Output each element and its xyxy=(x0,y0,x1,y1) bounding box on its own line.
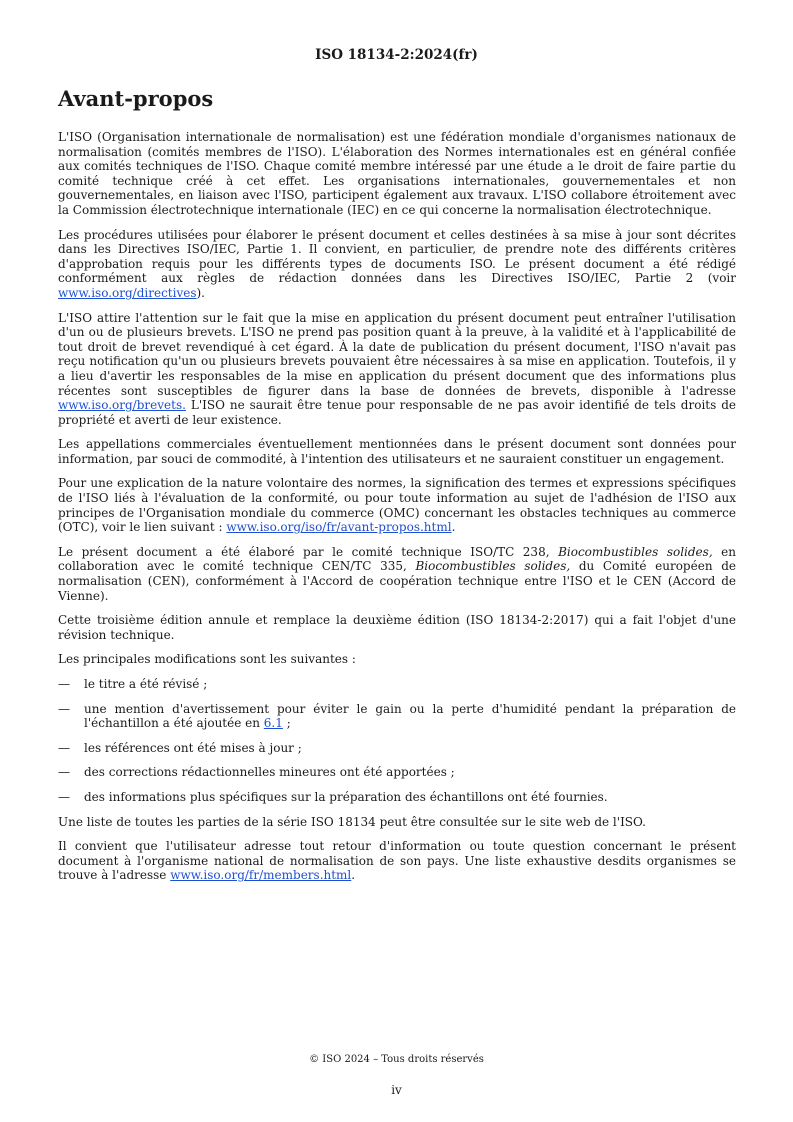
paragraph-feedback-text: Il convient que l'utilisateur adresse tout retour d'information ou toute question concernant le présent document à l'organisme national de normalisation de son pays. Une liste exhaustive desdits organismes se trouve à l'adresse xyxy=(58,839,736,883)
paragraph-trade-names: Les appellations commerciales éventuellement mentionnées dans le présent document sont données pour information, par souci de commodité, à l'intention des utilisateurs et ne sauraient constituer un engagement. xyxy=(58,437,736,466)
link-clause-6-1[interactable]: 6.1 xyxy=(263,716,283,731)
committee-text-c: du Comité européen de normalisation (CEN), conformément à l'Accord de coopération technique entre l'ISO et le CEN (Accord de Vienne). xyxy=(58,559,737,603)
link-directives[interactable]: www.iso.org/directives xyxy=(58,285,197,300)
paragraph-patents-text: L'ISO attire l'attention sur le fait que la mise en application du présent document peut entraîner l'utilisation d'un ou de plusieurs brevets. L'ISO ne prend pas position quant à la preuve, à la validité et à l'applicabilité de tout droit de brevet revendiqué à cet égard. À la date de publication du présent document, l'ISO n'avait pas reçu notification qu'un ou plusieurs brevets pouvaient être nécessaires à sa mise en application. Toutefois, il y a lieu d'avertir les responsables de la mise en application du présent document que des informations plus récentes sont susceptibles de figurer dans la base de données de brevets, disponible à l'adresse xyxy=(58,310,736,398)
change-references: les références ont été mises à jour ; xyxy=(84,740,302,755)
page-number: iv xyxy=(391,1083,402,1097)
list-dash: — xyxy=(58,677,70,691)
change-title: le titre a été révisé ; xyxy=(84,677,208,691)
paragraph-voluntary-nature xyxy=(58,476,736,534)
paragraph-voluntary-end: . xyxy=(451,520,456,535)
document-header: ISO 18134-2:2024(fr) xyxy=(315,47,478,63)
paragraph-feedback xyxy=(58,839,736,883)
paragraph-procedures xyxy=(58,228,736,301)
committee-text-b: en collaboration avec le comité technique CEN/TC 335, xyxy=(58,544,737,574)
list-dash: — xyxy=(58,789,70,804)
link-patents[interactable]: www.iso.org/brevets. xyxy=(58,398,186,413)
paragraph-patents-end: L'ISO ne saurait être tenue pour responsable de ne pas avoir identifié de tels droits de propriété et averti de leur existence. xyxy=(58,398,736,427)
committee-text-a: Le présent document a été élaboré par le comité technique ISO/TC 238, xyxy=(58,544,559,559)
link-foreword[interactable]: www.iso.org/iso/fr/avant-propos.html xyxy=(226,520,452,535)
committee-title-cen: Biocombustibles solides, xyxy=(415,559,571,574)
changes-list xyxy=(58,677,736,805)
change-sample-prep: des informations plus spécifiques sur la préparation des échantillons ont été fournies. xyxy=(84,789,608,804)
paragraph-iso-intro: L'ISO (Organisation internationale de normalisation) est une fédération mondiale d'organismes nationaux de normalisation (comités membres de l'ISO). L'élaboration des Normes internationales est en général confiée aux comités techniques de l'ISO. Chaque comité membre intéressé par une étude a le droit de faire partie du comité technique créé à cet effet. Les organisations internationales, gouvernementales et non gouvernementales, en liaison avec l'ISO, participent également aux travaux. L'ISO collabore étroitement avec la Commission électrotechnique internationale (IEC) en ce qui concerne la normalisation électrotechnique. xyxy=(58,130,736,217)
change-warning-end: ; xyxy=(282,716,291,731)
paragraph-procedures-text: Les procédures utilisées pour élaborer le présent document et celles destinées à sa mise à jour sont décrites dans les Directives ISO/IEC, Partie 1. Il convient, en particulier, de prendre note des différents critères d'approbation requis pour les différents types de documents ISO. Le présent document a été rédigé conformément aux règles de rédaction données dans les Directives ISO/IEC, Partie 2 (voir xyxy=(58,227,736,286)
list-dash: — xyxy=(58,765,70,780)
copyright-footer: © ISO 2024 – Tous droits réservés xyxy=(309,1054,484,1065)
list-item xyxy=(58,741,736,756)
paragraph-changes-intro: Les principales modifications sont les suivantes : xyxy=(58,652,356,667)
change-warning-text: une mention d'avertissement pour éviter le gain ou la perte d'humidité pendant la préparation de l'échantillon a été ajoutée en xyxy=(84,701,736,731)
paragraph-edition: Cette troisième édition annule et remplace la deuxième édition (ISO 18134-2:2017) qui a fait l'objet d'une révision technique. xyxy=(58,613,736,642)
list-dash: — xyxy=(58,740,70,755)
list-item xyxy=(58,765,736,780)
paragraph-patents xyxy=(58,311,736,428)
paragraph-feedback-end: . xyxy=(351,868,356,883)
paragraph-series-list: Une liste de toutes les parties de la série ISO 18134 peut être consultée sur le site web de l'ISO. xyxy=(58,814,646,829)
list-dash: — xyxy=(58,701,70,716)
list-item xyxy=(58,790,736,805)
foreword-body xyxy=(58,130,736,893)
committee-title-iso: Biocombustibles solides, xyxy=(558,544,713,559)
list-item xyxy=(58,677,736,692)
paragraph-voluntary-text: Pour une explication de la nature volontaire des normes, la signification des termes et expressions spécifiques de l'ISO liés à l'évaluation de la conformité, ou pour toute information au sujet de l'adhésion de l'ISO aux principes de l'Organisation mondiale du commerce (OMC) concernant les obstacles techniques au commerce (OTC), voir le lien suivant : xyxy=(58,476,736,535)
page-title: Avant-propos xyxy=(58,86,214,111)
link-members[interactable]: www.iso.org/fr/members.html xyxy=(170,868,352,883)
list-item xyxy=(58,702,736,731)
change-editorial: des corrections rédactionnelles mineures ont été apportées ; xyxy=(84,765,455,780)
paragraph-procedures-end: ). xyxy=(196,285,205,300)
paragraph-committee xyxy=(58,545,736,603)
